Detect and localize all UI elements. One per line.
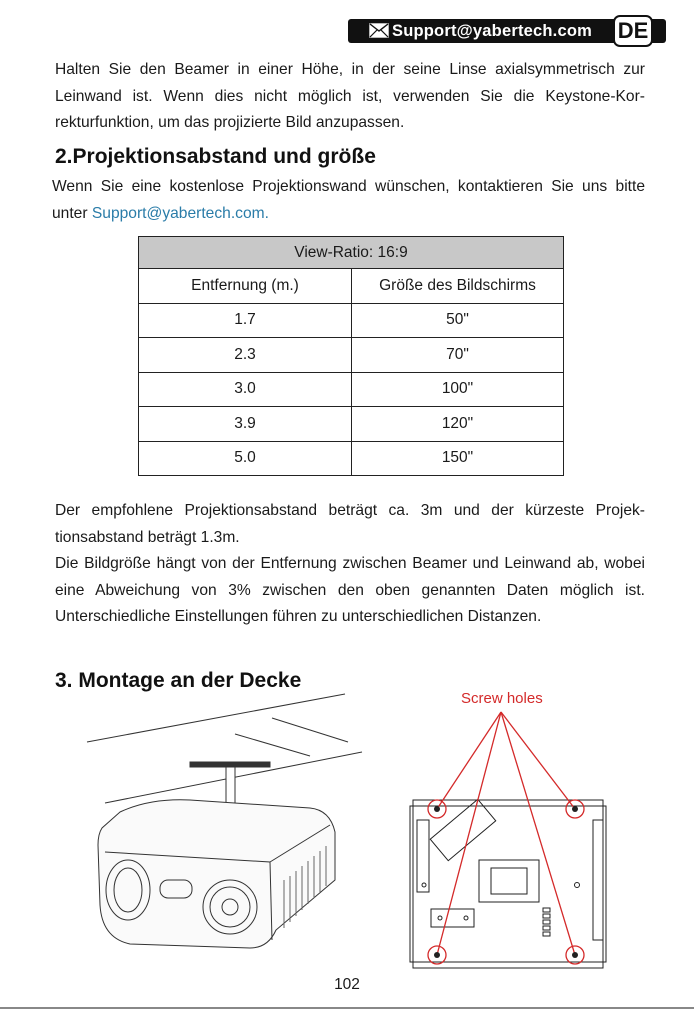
ceiling-lines (87, 694, 362, 803)
table-cell-size: 70" (352, 338, 564, 373)
table-cell-size: 120" (352, 407, 564, 442)
section-3-heading: 3. Montage an der Decke (55, 669, 302, 692)
contact-text: Wenn Sie eine kostenlose Projektionswand wünschen, kontaktieren Sie uns bitte unter (52, 178, 645, 222)
section-2-heading: 2.Projektionsabstand und größe (55, 145, 376, 168)
table-cell-size: 50" (352, 303, 564, 338)
page-number: 102 (334, 976, 360, 993)
table-header-distance: Entfernung (m.) (139, 269, 352, 304)
support-email-header[interactable]: Support@yabertech.com (392, 22, 592, 40)
deviation-note: Die Bildgröße hängt von der Entfernung zwischen Beamer und Leinwand ab, wobei eine Abweichung von 3% zwischen den oben genannten Daten möglich ist. Unterschiedliche Einstellungen führen zu unterschiedlichen Distanzen. (55, 555, 645, 625)
table-cell-distance: 5.0 (139, 441, 352, 476)
table-title: View-Ratio: 16:9 (139, 237, 564, 269)
distance-note: Der empfohlene Projektionsabstand beträgt ca. 3m und der kürzeste Projek- tionsabstand beträgt 1.3m. (55, 502, 645, 546)
table-cell-distance: 3.0 (139, 372, 352, 407)
projector-drawing (98, 800, 335, 948)
contact-text-end: . (264, 204, 269, 222)
table-cell-distance: 2.3 (139, 338, 352, 373)
table-cell-size: 150" (352, 441, 564, 476)
intro-paragraph: Halten Sie den Beamer in einer Höhe, in der seine Linse axialsymmetrisch zur Leinwand ist. Wenn dies nicht möglich ist, verwenden Sie die Keystone-Kor- rekturfunktion, um das projizierte Bild anzupassen. (55, 61, 645, 131)
projector-underside (410, 799, 606, 968)
table-cell-distance: 3.9 (139, 407, 352, 442)
table-header-size: Größe des Bildschirms (352, 269, 564, 304)
screw-holes-label: Screw holes (461, 690, 543, 707)
table-cell-distance: 1.7 (139, 303, 352, 338)
language-badge: DE (613, 15, 653, 47)
support-email-link[interactable]: Support@yabertech.com (91, 204, 265, 222)
table-cell-size: 100" (352, 372, 564, 407)
